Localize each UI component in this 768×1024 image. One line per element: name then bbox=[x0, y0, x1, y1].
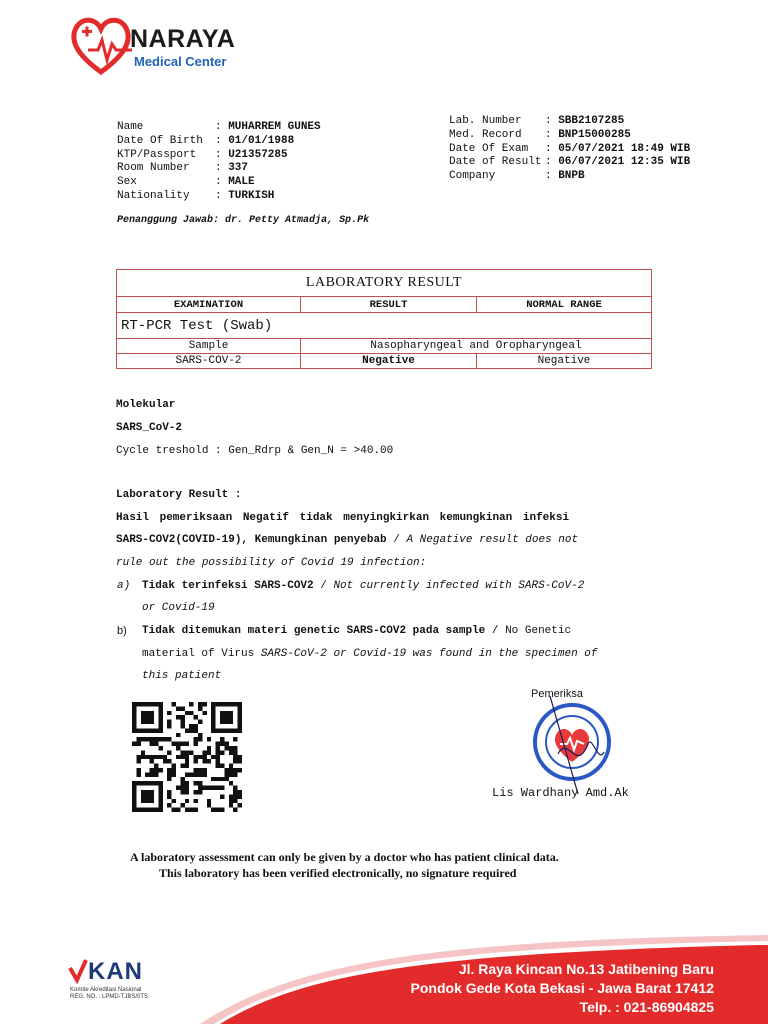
qr-module bbox=[185, 759, 189, 763]
sex-value: MALE bbox=[228, 176, 255, 189]
separator: / bbox=[485, 625, 506, 637]
qr-module bbox=[216, 755, 220, 759]
result-date-value: 06/07/2021 12:35 WIB bbox=[558, 156, 691, 169]
qr-module bbox=[194, 724, 198, 728]
interpretation-heading: Laboratory Result : bbox=[116, 489, 242, 501]
item-b-line-2 bbox=[142, 648, 597, 660]
qr-module bbox=[198, 781, 202, 785]
table-row bbox=[117, 354, 652, 369]
qr-module bbox=[202, 768, 206, 772]
responsible-value: dr. Petty Atmadja, Sp.Pk bbox=[225, 215, 370, 226]
qr-module bbox=[238, 755, 242, 759]
item-b-line-2-text: material of Virus bbox=[142, 648, 261, 660]
logo-brand-name: NARAYA bbox=[130, 25, 236, 53]
qr-module bbox=[220, 711, 233, 724]
qr-module bbox=[194, 755, 198, 759]
qr-module bbox=[163, 755, 167, 759]
qr-module bbox=[189, 711, 193, 715]
qr-module bbox=[198, 786, 202, 790]
qr-module bbox=[224, 777, 228, 781]
kan-logo-text: KAN bbox=[88, 958, 143, 985]
qr-module bbox=[154, 768, 158, 772]
qr-module bbox=[216, 808, 220, 812]
qr-module bbox=[136, 737, 140, 741]
qr-module bbox=[180, 786, 184, 790]
qr-module bbox=[224, 742, 228, 746]
med-record-row: Med. Record : BNP15000285 bbox=[449, 128, 631, 141]
qr-module bbox=[136, 755, 140, 759]
test-name: RT-PCR Test (Swab) bbox=[117, 313, 652, 339]
passport-row: KTP/Passport : U21357285 bbox=[117, 148, 288, 161]
qr-module bbox=[180, 790, 184, 794]
address-line-2: Pondok Gede Kota Bekasi - Jawa Barat 17412 bbox=[410, 980, 714, 996]
qr-module bbox=[198, 720, 202, 724]
field-label: KTP/Passport bbox=[117, 148, 197, 161]
qr-module bbox=[207, 737, 211, 741]
header-examination: EXAMINATION bbox=[117, 297, 301, 313]
field-label: Med. Record bbox=[449, 128, 522, 141]
sample-label: Sample bbox=[117, 339, 301, 354]
field-label: Name bbox=[117, 121, 144, 133]
qr-module bbox=[176, 742, 180, 746]
qr-module bbox=[216, 750, 220, 754]
qr-module bbox=[189, 808, 193, 812]
qr-module bbox=[167, 772, 171, 776]
qr-module bbox=[167, 737, 171, 741]
qr-module bbox=[185, 750, 189, 754]
kan-subtitle bbox=[70, 987, 148, 1001]
qr-module bbox=[229, 746, 233, 750]
field-label: Company bbox=[449, 170, 496, 183]
field-label: Date of Result bbox=[449, 156, 542, 169]
qr-module bbox=[198, 755, 202, 759]
kan-sub-1: Komite Akreditasi Nasional bbox=[70, 987, 142, 993]
qr-module bbox=[233, 772, 237, 776]
qr-module bbox=[167, 768, 171, 772]
qr-module bbox=[216, 742, 220, 746]
qr-module bbox=[194, 768, 198, 772]
qr-module bbox=[136, 742, 140, 746]
qr-module bbox=[216, 746, 220, 750]
item-b-text-en: No Genetic bbox=[505, 625, 572, 637]
logo-subtitle: Medical Center bbox=[134, 54, 227, 69]
qr-module bbox=[180, 720, 184, 724]
qr-module bbox=[211, 777, 215, 781]
qr-module bbox=[220, 742, 224, 746]
result-date-row: Date of Result : 06/07/2021 12:35 WIB bbox=[449, 156, 691, 169]
qr-module bbox=[176, 808, 180, 812]
table-header-row bbox=[117, 297, 652, 313]
passport-value: U21357285 bbox=[228, 148, 288, 161]
lab-number-value: SBB2107285 bbox=[558, 115, 625, 127]
interpretation-text-en: A Negative result does not bbox=[406, 534, 579, 546]
field-label: Date Of Birth bbox=[117, 134, 203, 147]
qr-module bbox=[167, 803, 171, 807]
qr-module bbox=[233, 750, 237, 754]
qr-module bbox=[167, 790, 171, 794]
qr-module bbox=[141, 790, 154, 803]
qr-module bbox=[233, 746, 237, 750]
qr-module bbox=[136, 772, 140, 776]
patient-name: MUHARREM GUNES bbox=[228, 121, 321, 133]
item-b-marker: b) bbox=[117, 625, 127, 637]
field-label: Lab. Number bbox=[449, 115, 522, 127]
item-b-line-3: this patient bbox=[142, 670, 222, 682]
qr-module bbox=[189, 750, 193, 754]
qr-module bbox=[207, 750, 211, 754]
interpretation-line-2 bbox=[116, 534, 578, 546]
qr-module bbox=[229, 772, 233, 776]
qr-module bbox=[233, 790, 237, 794]
qr-module bbox=[233, 808, 237, 812]
item-b bbox=[142, 625, 571, 637]
field-label: Sex bbox=[117, 176, 137, 189]
item-a bbox=[142, 580, 584, 592]
kan-sub-2: REG. NO. : LPMD-TJBS/0TS bbox=[70, 994, 149, 1001]
qr-module bbox=[158, 755, 162, 759]
qr-module bbox=[172, 764, 176, 768]
qr-module bbox=[185, 808, 189, 812]
qr-module bbox=[238, 759, 242, 763]
qr-module bbox=[194, 799, 198, 803]
qr-module bbox=[163, 759, 167, 763]
qr-module bbox=[180, 750, 184, 754]
table-title: LABORATORY RESULT bbox=[117, 270, 652, 297]
item-b-line-2-italic: SARS-CoV-2 or Covid-19 was found in the specimen of bbox=[260, 648, 598, 660]
qr-module bbox=[180, 742, 184, 746]
qr-module bbox=[233, 794, 237, 798]
lab-info bbox=[449, 115, 690, 184]
qr-module bbox=[185, 728, 189, 732]
qr-module bbox=[211, 755, 215, 759]
qr-module bbox=[238, 768, 242, 772]
qr-module bbox=[150, 759, 154, 763]
interpretation-text-id: SARS-COV2(COVID-19), Kemungkinan penyebab bbox=[116, 534, 387, 546]
qr-module bbox=[136, 759, 140, 763]
responsible-label: Penanggung Jawab: bbox=[117, 215, 220, 226]
qr-module bbox=[198, 772, 202, 776]
qr-module bbox=[198, 702, 202, 706]
qr-module bbox=[229, 764, 233, 768]
laboratory-result-table bbox=[116, 269, 652, 369]
med-record-value: BNP15000285 bbox=[558, 128, 631, 141]
nationality-value: TURKISH bbox=[228, 189, 275, 202]
field-label: Nationality bbox=[117, 189, 190, 202]
qr-module bbox=[194, 728, 198, 732]
qr-module bbox=[194, 772, 198, 776]
qr-module bbox=[167, 724, 171, 728]
heart-pulse-logo-icon bbox=[70, 14, 132, 78]
qr-module bbox=[198, 768, 202, 772]
item-a-text-en: Not currently infected with SARS-CoV-2 bbox=[333, 580, 585, 592]
qr-module bbox=[194, 742, 198, 746]
qr-module bbox=[198, 737, 202, 741]
qr-module bbox=[194, 737, 198, 741]
header-result: RESULT bbox=[301, 297, 477, 313]
qr-module bbox=[172, 808, 176, 812]
patient-info bbox=[117, 121, 321, 204]
qr-module bbox=[198, 790, 202, 794]
qr-module bbox=[202, 702, 206, 706]
qr-module bbox=[145, 772, 149, 776]
table-row bbox=[117, 339, 652, 354]
qr-module bbox=[163, 737, 167, 741]
qr-module bbox=[224, 746, 228, 750]
qr-module bbox=[202, 759, 206, 763]
qr-module bbox=[238, 790, 242, 794]
qr-module bbox=[141, 750, 145, 754]
company-row: Company : BNPB bbox=[449, 170, 585, 183]
qr-module bbox=[167, 777, 171, 781]
item-a-line-2: or Covid-19 bbox=[142, 602, 215, 614]
qr-module bbox=[220, 808, 224, 812]
qr-module bbox=[229, 781, 233, 785]
address-line-1: Jl. Raya Kincan No.13 Jatibening Baru bbox=[458, 961, 714, 977]
qr-module bbox=[185, 764, 189, 768]
qr-module bbox=[207, 759, 211, 763]
qr-module bbox=[141, 755, 145, 759]
examiner-label: Pemeriksa bbox=[531, 688, 583, 700]
kan-logo bbox=[68, 958, 88, 989]
qr-module bbox=[167, 720, 171, 724]
qr-module bbox=[150, 768, 154, 772]
qr-module bbox=[216, 759, 220, 763]
qr-module bbox=[229, 794, 233, 798]
sample-value: Nasopharyngeal and Oropharyngeal bbox=[301, 339, 652, 354]
responsible-doctor bbox=[117, 215, 369, 226]
qr-module bbox=[238, 794, 242, 798]
qr-module bbox=[207, 786, 211, 790]
qr-module bbox=[172, 772, 176, 776]
qr-module bbox=[220, 794, 224, 798]
qr-module bbox=[176, 755, 180, 759]
separator: / bbox=[313, 580, 334, 592]
qr-module bbox=[180, 777, 184, 781]
qr-module bbox=[229, 799, 233, 803]
qr-module bbox=[185, 742, 189, 746]
qr-module bbox=[185, 772, 189, 776]
qr-module bbox=[172, 742, 176, 746]
phone-number: Telp. : 021-86904825 bbox=[579, 999, 714, 1015]
qr-module bbox=[158, 768, 162, 772]
qr-module bbox=[202, 750, 206, 754]
qr-module bbox=[167, 759, 171, 763]
qr-module bbox=[198, 733, 202, 737]
qr-module bbox=[224, 772, 228, 776]
qr-module bbox=[233, 737, 237, 741]
qr-module bbox=[185, 711, 189, 715]
sex-row: Sex : MALE bbox=[117, 176, 255, 189]
qr-module bbox=[176, 746, 180, 750]
qr-module bbox=[189, 724, 193, 728]
field-label: Date Of Exam bbox=[449, 142, 529, 155]
qr-module bbox=[180, 706, 184, 710]
result-value: Negative bbox=[301, 354, 477, 369]
item-a-text-id: Tidak terinfeksi SARS-COV2 bbox=[142, 580, 314, 592]
qr-module bbox=[185, 790, 189, 794]
qr-module bbox=[229, 750, 233, 754]
qr-module bbox=[150, 742, 154, 746]
qr-code bbox=[130, 702, 244, 812]
qr-module bbox=[202, 786, 206, 790]
dob-row: Date Of Birth : 01/01/1988 bbox=[117, 134, 295, 147]
nationality-row: Nationality : TURKISH bbox=[117, 189, 275, 202]
qr-module bbox=[180, 781, 184, 785]
qr-module bbox=[141, 711, 154, 724]
cycle-threshold: Cycle treshold : Gen_Rdrp & Gen_N = >40.00 bbox=[116, 445, 394, 457]
qr-module bbox=[176, 706, 180, 710]
qr-module bbox=[207, 799, 211, 803]
qr-module bbox=[216, 764, 220, 768]
item-b-text-id: Tidak ditemukan materi genetic SARS-COV2 pada sample bbox=[142, 625, 486, 637]
qr-module bbox=[132, 742, 136, 746]
qr-module bbox=[180, 755, 184, 759]
qr-module bbox=[216, 786, 220, 790]
qr-module bbox=[233, 768, 237, 772]
qr-module bbox=[167, 794, 171, 798]
qr-module bbox=[150, 755, 154, 759]
room-value: 337 bbox=[228, 162, 249, 175]
qr-module bbox=[185, 755, 189, 759]
qr-module bbox=[145, 737, 149, 741]
qr-module bbox=[233, 759, 237, 763]
qr-module bbox=[220, 777, 224, 781]
qr-module bbox=[233, 799, 237, 803]
qr-module bbox=[220, 786, 224, 790]
qr-module bbox=[154, 742, 158, 746]
qr-module bbox=[158, 746, 162, 750]
field-label: Room Number bbox=[117, 162, 190, 175]
qr-module bbox=[220, 737, 224, 741]
qr-module bbox=[176, 715, 180, 719]
qr-module bbox=[207, 746, 211, 750]
qr-module bbox=[176, 733, 180, 737]
header-normal-range: NORMAL RANGE bbox=[477, 297, 652, 313]
qr-module bbox=[180, 724, 184, 728]
qr-module bbox=[224, 768, 228, 772]
molecular-heading: Molekular bbox=[116, 399, 176, 411]
qr-module bbox=[150, 772, 154, 776]
qr-module bbox=[185, 799, 189, 803]
qr-module bbox=[194, 715, 198, 719]
qr-module bbox=[220, 750, 224, 754]
separator: / bbox=[386, 534, 407, 546]
exam-date-row: Date Of Exam : 05/07/2021 18:49 WIB bbox=[449, 142, 691, 155]
kan-checkmark-icon bbox=[68, 958, 88, 984]
item-a-marker: a) bbox=[117, 580, 131, 592]
qr-module bbox=[154, 737, 158, 741]
qr-module bbox=[211, 808, 215, 812]
qr-module bbox=[189, 728, 193, 732]
analyte-name: SARS-COV-2 bbox=[117, 354, 301, 369]
qr-module bbox=[238, 803, 242, 807]
company-value: BNPB bbox=[558, 170, 585, 183]
qr-module bbox=[198, 706, 202, 710]
qr-module bbox=[154, 755, 158, 759]
qr-module bbox=[150, 737, 154, 741]
normal-range-value: Negative bbox=[477, 354, 652, 369]
qr-module bbox=[172, 702, 176, 706]
interpretation-line-1: Hasil pemeriksaan Negatif tidak menyingkirkan kemungkinan infeksi bbox=[116, 512, 570, 524]
qr-module bbox=[136, 768, 140, 772]
qr-module bbox=[172, 799, 176, 803]
lab-number-row: Lab. Number : SBB2107285 bbox=[449, 115, 625, 127]
qr-module bbox=[220, 764, 224, 768]
molecular-analyte: SARS_CoV-2 bbox=[116, 422, 183, 434]
qr-module bbox=[185, 786, 189, 790]
qr-module bbox=[211, 786, 215, 790]
interpretation-line-3: rule out the possibility of Covid 19 infection: bbox=[116, 557, 427, 569]
qr-module bbox=[167, 711, 171, 715]
verification-note: This laboratory has been verified electronically, no signature required bbox=[159, 866, 517, 880]
qr-module bbox=[233, 755, 237, 759]
qr-module bbox=[167, 750, 171, 754]
dob-value: 01/01/1988 bbox=[228, 134, 295, 147]
qr-module bbox=[207, 803, 211, 807]
examiner-name: Lis Wardhany Amd.Ak bbox=[492, 786, 629, 800]
qr-module bbox=[180, 764, 184, 768]
qr-module bbox=[194, 790, 198, 794]
patient-name-row: Name : MUHARREM GUNES bbox=[117, 121, 321, 133]
qr-module bbox=[180, 715, 184, 719]
qr-module bbox=[229, 768, 233, 772]
qr-module bbox=[194, 808, 198, 812]
qr-module bbox=[154, 772, 158, 776]
qr-module bbox=[180, 803, 184, 807]
qr-module bbox=[233, 786, 237, 790]
qr-module bbox=[172, 768, 176, 772]
qr-module bbox=[154, 764, 158, 768]
qr-module bbox=[216, 777, 220, 781]
qr-module bbox=[158, 737, 162, 741]
qr-module bbox=[189, 772, 193, 776]
qr-module bbox=[141, 737, 145, 741]
qr-module bbox=[189, 702, 193, 706]
qr-module bbox=[202, 711, 206, 715]
exam-date-value: 05/07/2021 18:49 WIB bbox=[558, 142, 691, 155]
qr-module bbox=[185, 781, 189, 785]
logo bbox=[70, 14, 132, 83]
qr-module bbox=[194, 759, 198, 763]
qr-module bbox=[176, 786, 180, 790]
qr-module bbox=[202, 755, 206, 759]
qr-module bbox=[194, 781, 198, 785]
disclaimer-note: A laboratory assessment can only be given by a doctor who has patient clinical data. bbox=[130, 850, 559, 864]
qr-module bbox=[202, 772, 206, 776]
qr-module bbox=[145, 755, 149, 759]
room-row: Room Number : 337 bbox=[117, 162, 249, 175]
qr-module bbox=[229, 803, 233, 807]
